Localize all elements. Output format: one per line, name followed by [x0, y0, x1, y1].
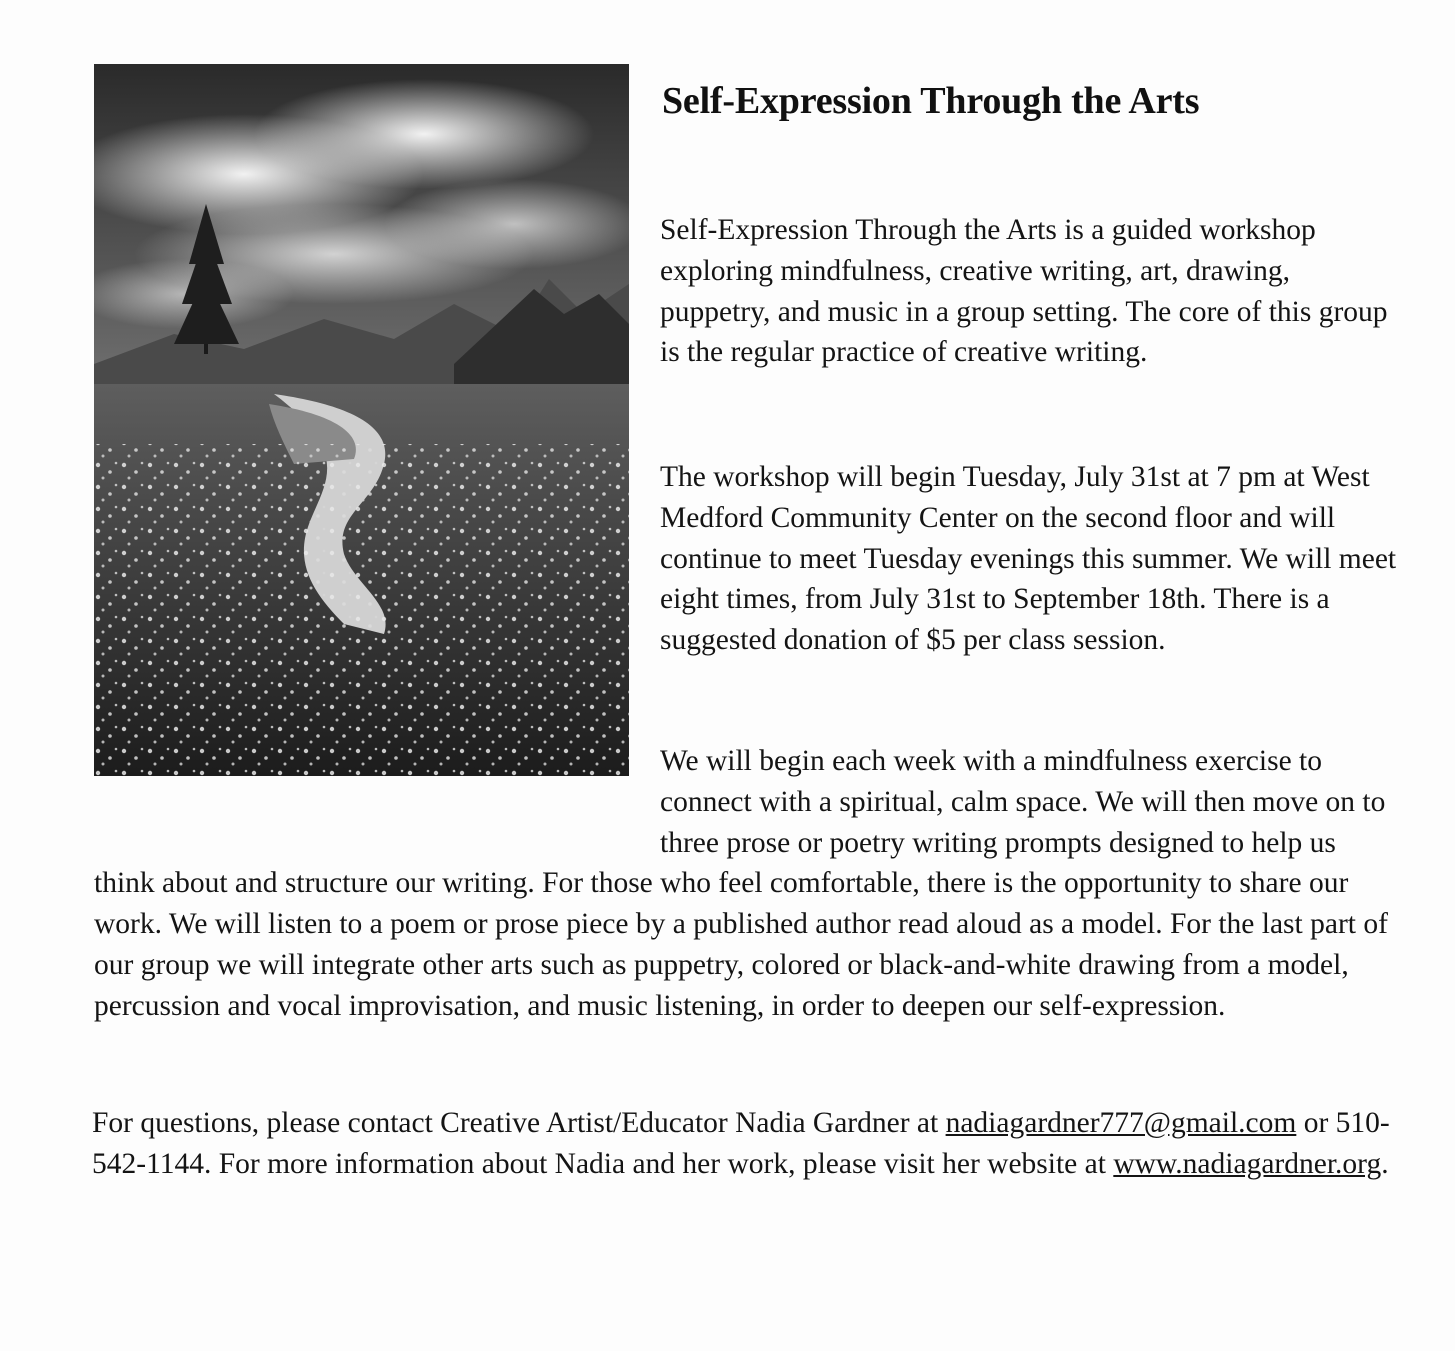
contact-intro: For questions, please contact Creative Artist/Educator Nadia Gardner at — [92, 1107, 946, 1139]
activities-paragraph: We will begin each week with a mindfulness exercise to connect with a spiritual, calm space. We will then move on to three prose or poetry writing prompts designed to help us think about and structure our writing. For those who feel comfortable, there is the opportunity to share our work. We will listen to a poem or prose piece by a published author read aloud as a model. For the last part of our group we will integrate other arts such as puppetry, colored or black-and-white drawing from a model, percussion and vocal improvisation, and music listening, in order to deepen our self-expression. — [94, 745, 1388, 1022]
schedule-paragraph: The workshop will begin Tuesday, July 31st at 7 pm at West Medford Community Center on the second floor and will continue to meet Tuesday evenings this summer. We will meet eight times, from July 31st to September 18th. There is a suggested donation of $5 per class session. — [660, 461, 1397, 657]
email-link[interactable]: nadiagardner777@gmail.com — [945, 1107, 1297, 1139]
page-title: Self-Expression Through the Arts — [662, 80, 1200, 122]
intro-paragraph: Self-Expression Through the Arts is a guided workshop exploring mindfulness, creative writing, art, drawing, puppetry, and music in a group setting. The core of this group is the regular practice of creative writing. — [660, 214, 1388, 369]
website-link[interactable]: www.nadiagardner.org — [1113, 1147, 1382, 1180]
landscape-photo — [94, 64, 629, 776]
contact-phone-text: or 510-542-1144. For more information about Nadia and her work, please visit her website at — [92, 1107, 1390, 1180]
contact-end: . — [1381, 1147, 1389, 1180]
image-wrap-spacer — [94, 741, 660, 823]
contact-paragraph — [92, 1103, 1412, 1185]
activities-paragraph-block — [94, 741, 1394, 1027]
